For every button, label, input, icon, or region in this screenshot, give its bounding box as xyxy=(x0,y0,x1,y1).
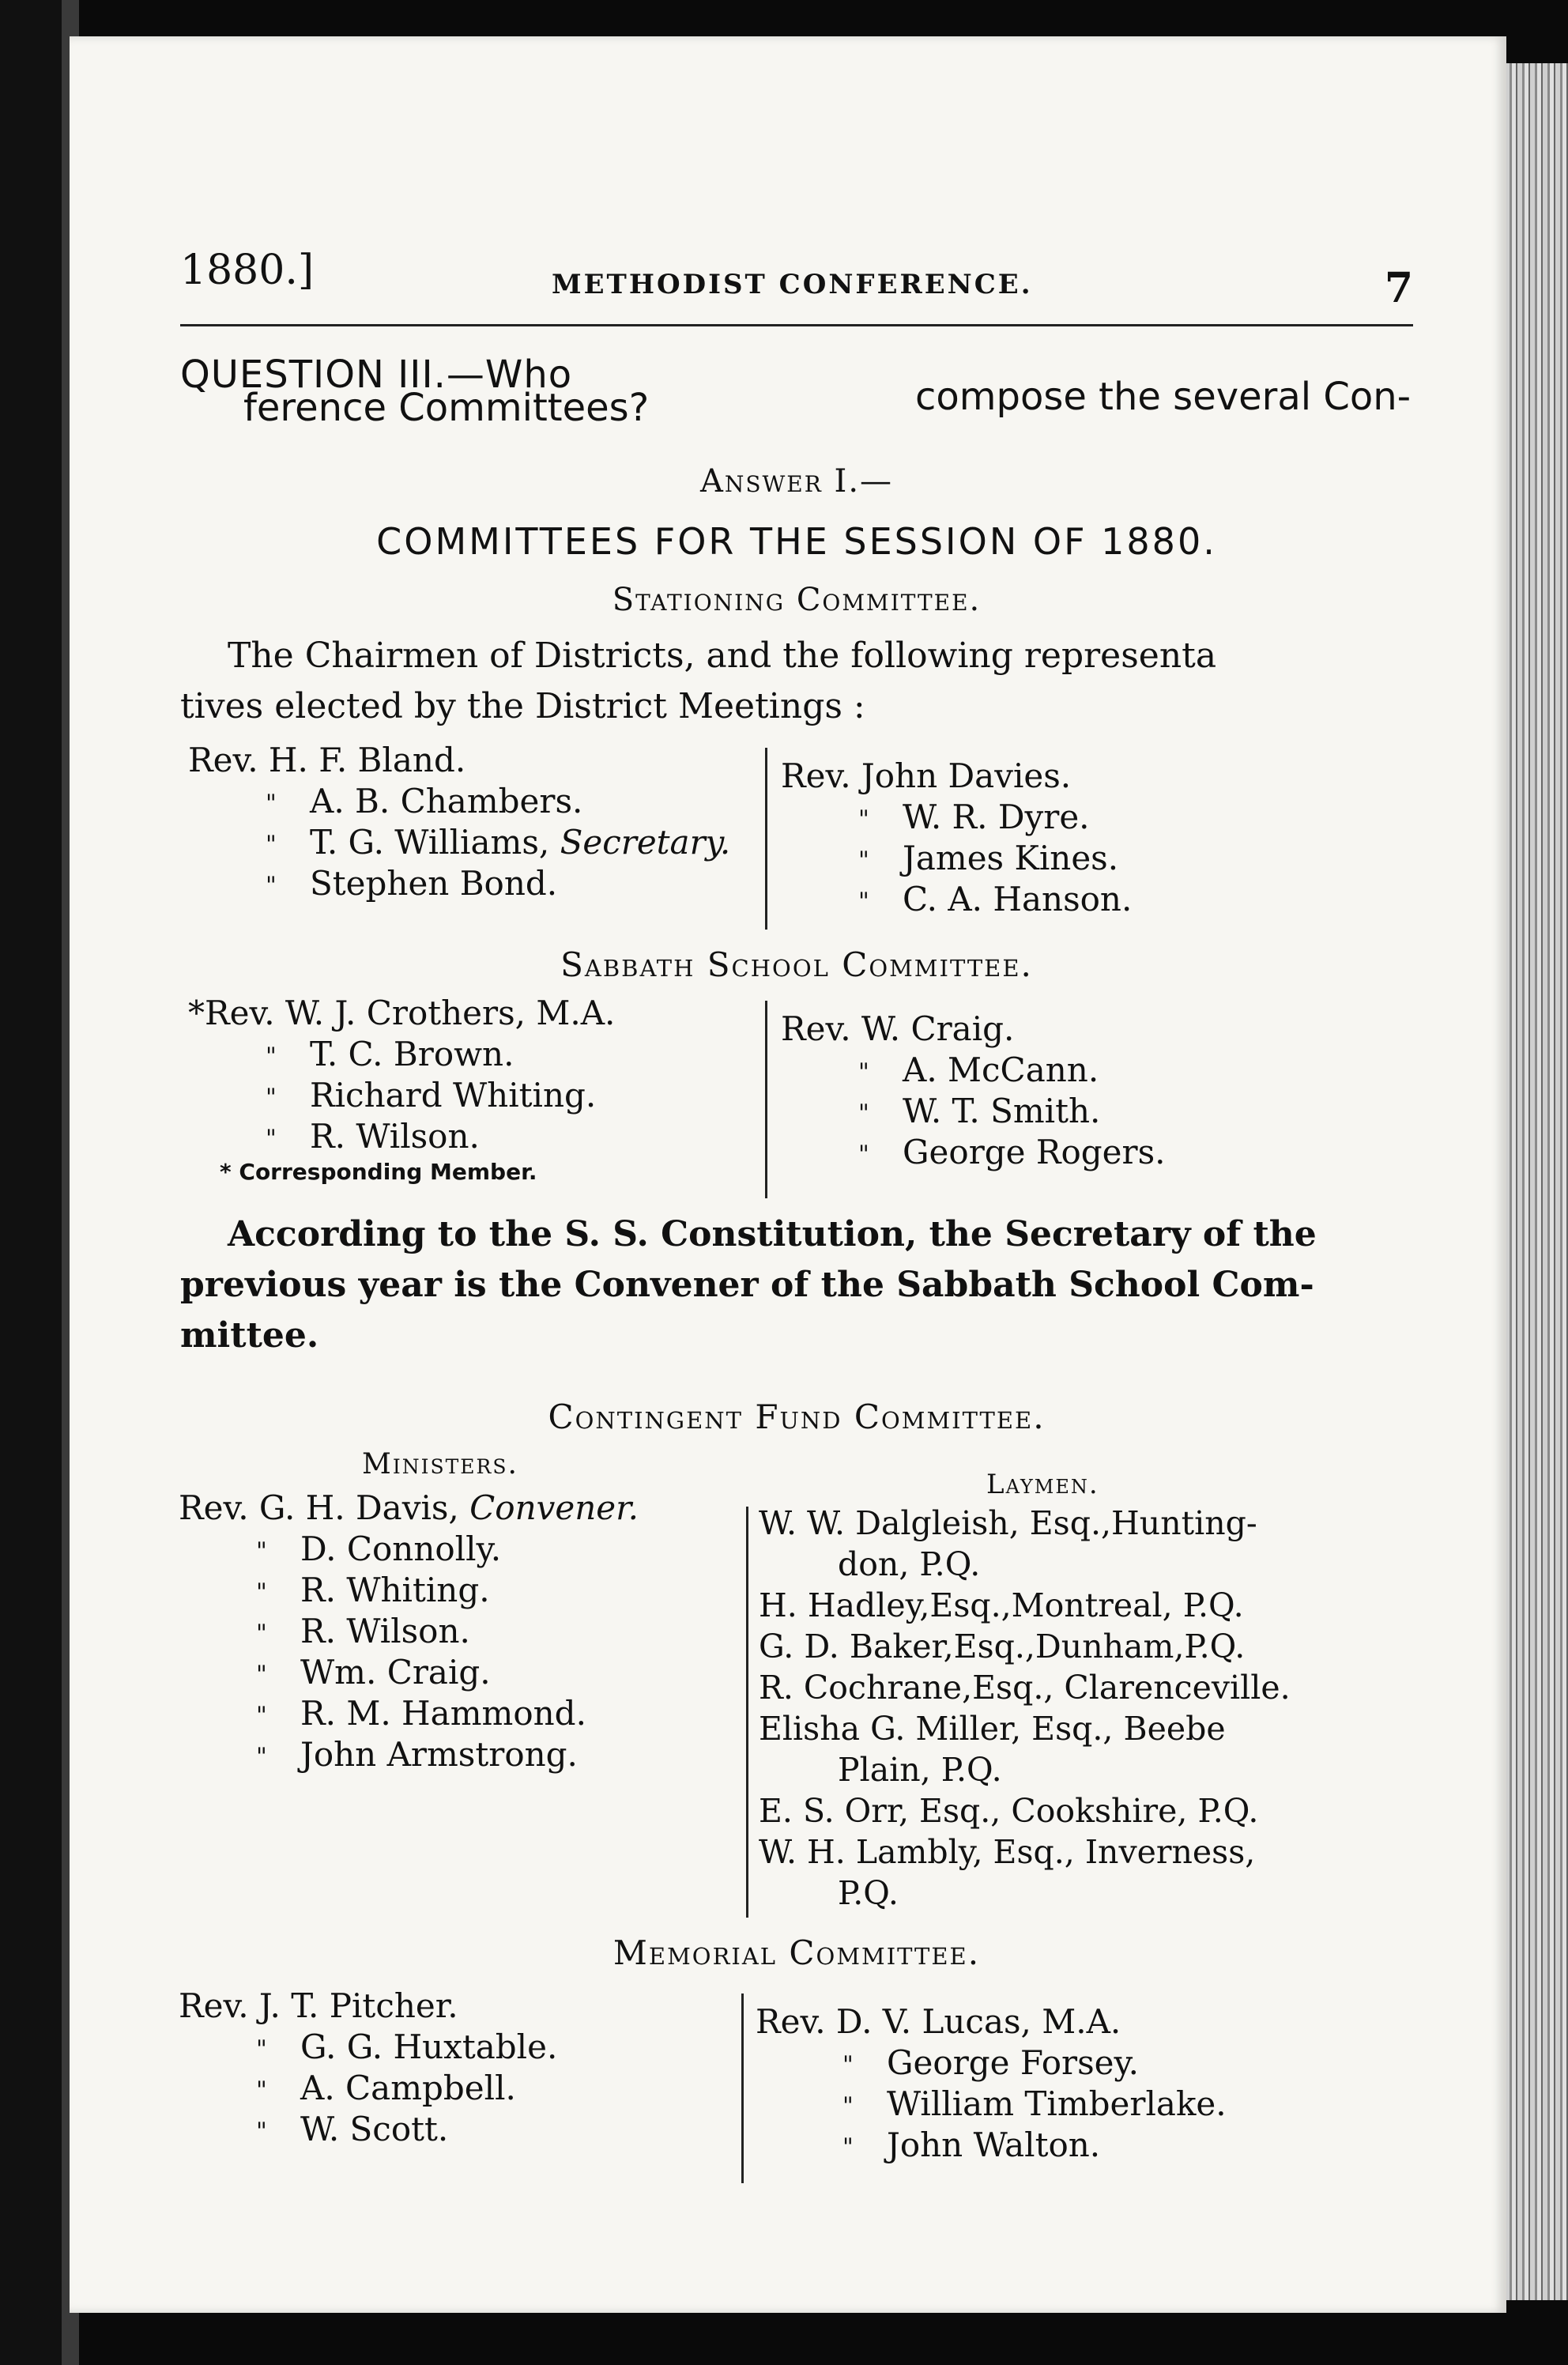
list-item-continuation: P.Q. xyxy=(838,1874,899,1912)
question-line-2: ference Committees? xyxy=(243,386,650,430)
list-item-continuation: Plain, P.Q. xyxy=(838,1751,1002,1789)
running-header xyxy=(180,223,1413,312)
list-item: " G. G. Huxtable. xyxy=(256,2027,558,2066)
list-item: " W. Scott. xyxy=(256,2110,449,2148)
stationing-heading: Stationing Committee. xyxy=(612,582,982,618)
list-item: R. Cochrane,Esq., Clarenceville. xyxy=(759,1669,1291,1707)
list-item: Rev. W. Craig. xyxy=(781,1009,1015,1048)
answer-label: Answer I.— xyxy=(699,463,894,500)
list-item-continuation: don, P.Q. xyxy=(838,1545,981,1583)
list-item: " James Kines. xyxy=(858,839,1119,877)
memorial-right-column xyxy=(756,2001,1227,2166)
laymen-heading: Laymen. xyxy=(986,1469,1099,1500)
stationing-para-line-1: The Chairmen of Districts, and the following representa xyxy=(228,636,1217,676)
question-line-1b: compose the several Con- xyxy=(915,375,1412,419)
sabbath-para-line-3: mittee. xyxy=(180,1315,319,1356)
list-item: " W. R. Dyre. xyxy=(858,798,1090,836)
stationing-para-line-2: tives elected by the District Meetings : xyxy=(180,686,865,726)
stationing-left-column xyxy=(188,740,730,904)
list-item: Rev. D. V. Lucas, M.A. xyxy=(756,2002,1121,2041)
committees-heading: COMMITTEES FOR THE SESSION OF 1880. xyxy=(376,520,1217,563)
list-item: G. D. Baker,Esq.,Dunham,P.Q. xyxy=(759,1628,1246,1665)
list-item: " John Armstrong. xyxy=(256,1735,578,1774)
list-item: Rev. John Davies. xyxy=(781,756,1072,795)
list-item: " A. McCann. xyxy=(858,1050,1099,1089)
list-item: " R. M. Hammond. xyxy=(256,1694,586,1733)
sabbath-para-line-2: previous year is the Convener of the Sabbath School Com- xyxy=(180,1265,1314,1305)
memorial-left-column xyxy=(179,1986,557,2150)
list-item: " John Walton. xyxy=(842,2125,1101,2164)
header-title: METHODIST CONFERENCE. xyxy=(552,269,1033,300)
list-item: Rev. G. H. Davis, Convener. xyxy=(179,1488,639,1527)
list-item: *Rev. W. J. Crothers, M.A. xyxy=(188,994,616,1032)
list-item: Rev. J. T. Pitcher. xyxy=(179,1986,458,2025)
list-item: W. H. Lambly, Esq., Inverness, xyxy=(759,1833,1256,1871)
list-item: " George Rogers. xyxy=(858,1133,1166,1171)
question-line-1a: QUESTION III.—Who xyxy=(180,353,573,397)
list-item: " R. Whiting. xyxy=(256,1571,490,1609)
list-item: " C. A. Hanson. xyxy=(858,880,1133,918)
list-item: Rev. H. F. Bland. xyxy=(188,741,466,779)
list-item: " Stephen Bond. xyxy=(266,864,558,903)
contingent-left-column xyxy=(179,1488,639,1775)
list-item: " George Forsey. xyxy=(842,2043,1139,2082)
contingent-heading: Contingent Fund Committee. xyxy=(548,1398,1046,1436)
column-divider xyxy=(741,1993,744,2183)
page-number: 7 xyxy=(1384,264,1413,312)
header-rule xyxy=(180,324,1413,326)
list-item: E. S. Orr, Esq., Cookshire, P.Q. xyxy=(759,1792,1259,1830)
list-item: " William Timberlake. xyxy=(842,2084,1227,2123)
list-item: " R. Wilson. xyxy=(266,1117,480,1156)
stationing-right-column xyxy=(781,756,1132,920)
column-divider xyxy=(765,748,767,930)
list-item: " Richard Whiting. xyxy=(266,1076,597,1115)
sabbath-paragraph xyxy=(180,1209,1413,1361)
list-item: " T. C. Brown. xyxy=(266,1035,514,1073)
list-item: " R. Wilson. xyxy=(256,1612,470,1650)
list-item: " Wm. Craig. xyxy=(256,1653,491,1692)
list-item: " T. G. Williams, Secretary. xyxy=(266,823,731,862)
memorial-heading: Memorial Committee. xyxy=(612,1933,981,1972)
page-edges xyxy=(1505,63,1568,2300)
ministers-heading: Ministers. xyxy=(362,1448,518,1480)
sabbath-heading: Sabbath School Committee. xyxy=(560,945,1033,984)
sabbath-left-column xyxy=(188,993,615,1157)
list-item: W. W. Dalgleish, Esq.,Hunting- xyxy=(759,1504,1257,1542)
header-year: 1880.] xyxy=(180,247,315,294)
list-item: Elisha G. Miller, Esq., Beebe xyxy=(759,1710,1226,1748)
sabbath-para-line-1: According to the S. S. Constitution, the Secretary of the xyxy=(228,1214,1317,1254)
list-item: " A. Campbell. xyxy=(256,2069,516,2107)
contingent-right-column xyxy=(759,1503,1291,1914)
list-item: " A. B. Chambers. xyxy=(266,782,583,820)
corresponding-member-note: * Corresponding Member. xyxy=(220,1159,537,1185)
column-divider xyxy=(746,1507,748,1918)
sabbath-right-column xyxy=(781,1009,1166,1173)
list-item: " W. T. Smith. xyxy=(858,1092,1101,1130)
list-item: H. Hadley,Esq.,Montreal, P.Q. xyxy=(759,1586,1244,1624)
column-divider xyxy=(765,1001,767,1198)
stationing-paragraph xyxy=(180,631,1413,732)
book-page xyxy=(70,36,1506,2313)
list-item: " D. Connolly. xyxy=(256,1530,502,1568)
